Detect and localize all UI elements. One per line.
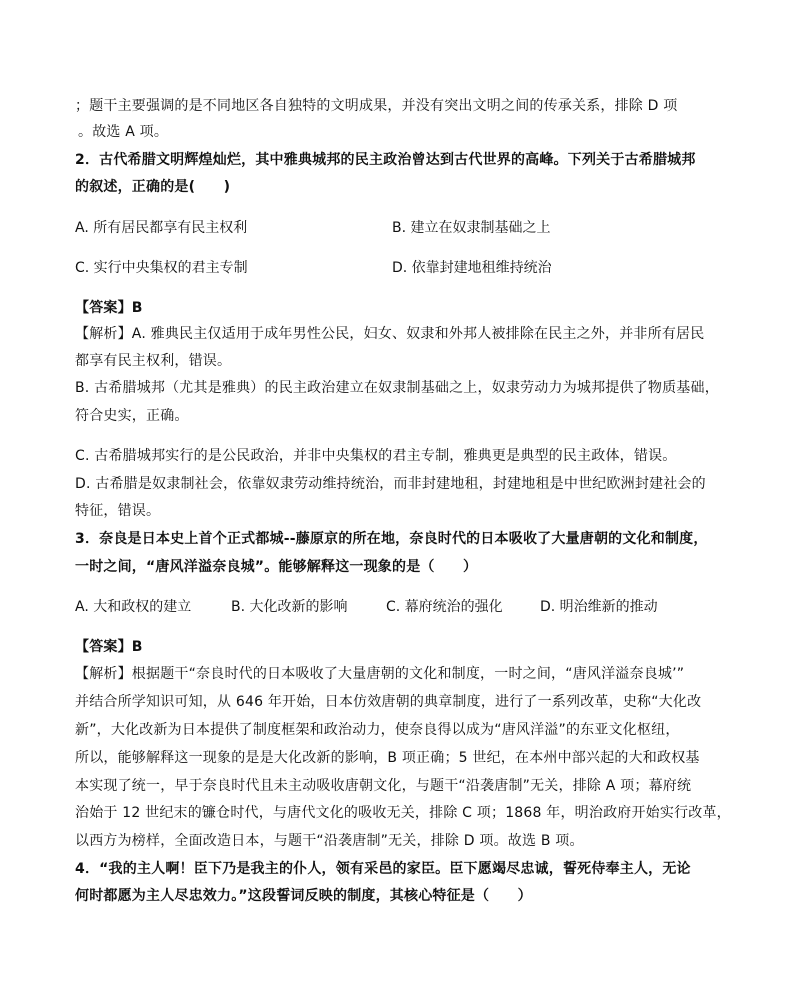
text-line: 。故选 A 项。 xyxy=(78,124,169,140)
question-2-explanation: C. 古希腊城邦实行的是公民政治，并非中央集权的君主专制，雅典更是典型的民主政体，错误。 xyxy=(75,448,677,464)
question-3-explanation: 以西方为榜样，全面改造日本，与题干“沿袭唐制”无关，排除 D 项。故选 B 项。 xyxy=(75,833,584,849)
question-2-option-d: D. 依靠封建地租维持统治 xyxy=(392,260,552,276)
question-2-option-b: B. 建立在奴隶制基础之上 xyxy=(392,220,551,236)
question-4-stem: 4．“我的主人啊！臣下乃是我主的仆人，领有采邑的家臣。臣下愿竭尽忠诚，誓死侍奉主人，无论 xyxy=(75,861,691,877)
question-2-explanation: 符合史实，正确。 xyxy=(75,408,189,424)
question-4-stem: 何时都愿为主人尽忠效力。”这段誓词反映的制度，其核心特征是（ ） xyxy=(75,888,532,904)
question-2-explanation: D. 古希腊是奴隶制社会，依靠奴隶劳动维持统治，而非封建地租，封建地租是中世纪欧洲封建社会的 xyxy=(75,476,706,492)
text-line: ；题干主要强调的是不同地区各自独特的文明成果，并没有突出文明之间的传承关系，排除 D 项 xyxy=(75,98,678,114)
question-2-explanation: 特征，错误。 xyxy=(75,503,161,519)
question-3-option-c: C. 幕府统治的强化 xyxy=(386,599,503,615)
question-3-explanation: 并结合所学知识可知，从 646 年开始，日本仿效唐朝的典章制度，进行了一系列改革，史称“大化改 xyxy=(75,694,702,710)
question-3-option-a: A. 大和政权的建立 xyxy=(75,599,192,615)
question-2-stem: 2．古代希腊文明辉煌灿烂，其中雅典城邦的民主政治曾达到古代世界的高峰。下列关于古希腊城邦 xyxy=(75,152,696,168)
question-2-explanation: 【解析】A. 雅典民主仅适用于成年男性公民，妇女、奴隶和外邦人被排除在民主之外，并非所有居民 xyxy=(75,326,705,342)
question-3-explanation: 所以，能够解释这一现象的是是大化改新的影响，B 项正确；5 世纪，在本州中部兴起的大和政权基 xyxy=(75,750,700,766)
question-2-stem: 的叙述，正确的是( ) xyxy=(75,179,231,195)
question-3-answer: 【答案】B xyxy=(75,639,143,655)
question-3-explanation: 【解析】根据题干“奈良时代的日本吸收了大量唐朝的文化和制度，一时之间，“唐风洋溢奈良城’” xyxy=(75,666,685,682)
question-3-explanation: 治始于 12 世纪末的镰仓时代，与唐代文化的吸收无关，排除 C 项；1868 年，明治政府开始实行改革， xyxy=(75,805,731,821)
question-3-explanation: 本实现了统一，早于奈良时代且未主动吸收唐朝文化，与题干“沿袭唐制”无关，排除 A 项；幕府统 xyxy=(75,778,692,794)
question-3-option-d: D. 明治维新的推动 xyxy=(540,599,658,615)
question-2-option-a: A. 所有居民都享有民主权利 xyxy=(75,220,248,236)
question-3-stem: 3．奈良是日本史上首个正式都城--藤原京的所在地，奈良时代的日本吸收了大量唐朝的文化和制度， xyxy=(75,531,708,547)
question-2-option-c: C. 实行中央集权的君主专制 xyxy=(75,260,248,276)
question-3-stem: 一时之间，“唐风洋溢奈良城”。能够解释这一现象的是（ ） xyxy=(75,559,478,575)
question-2-answer: 【答案】B xyxy=(75,300,143,316)
question-2-explanation: 都享有民主权利，错误。 xyxy=(75,353,232,369)
question-3-option-b: B. 大化改新的影响 xyxy=(231,599,348,615)
question-3-explanation: 新”，大化改新为日本提供了制度框架和政治动力，使奈良得以成为“唐风洋溢”的东亚文化枢纽， xyxy=(75,722,680,738)
question-2-explanation: B. 古希腊城邦（尤其是雅典）的民主政治建立在奴隶制基础之上，奴隶劳动力为城邦提供了物质基础， xyxy=(75,380,719,396)
